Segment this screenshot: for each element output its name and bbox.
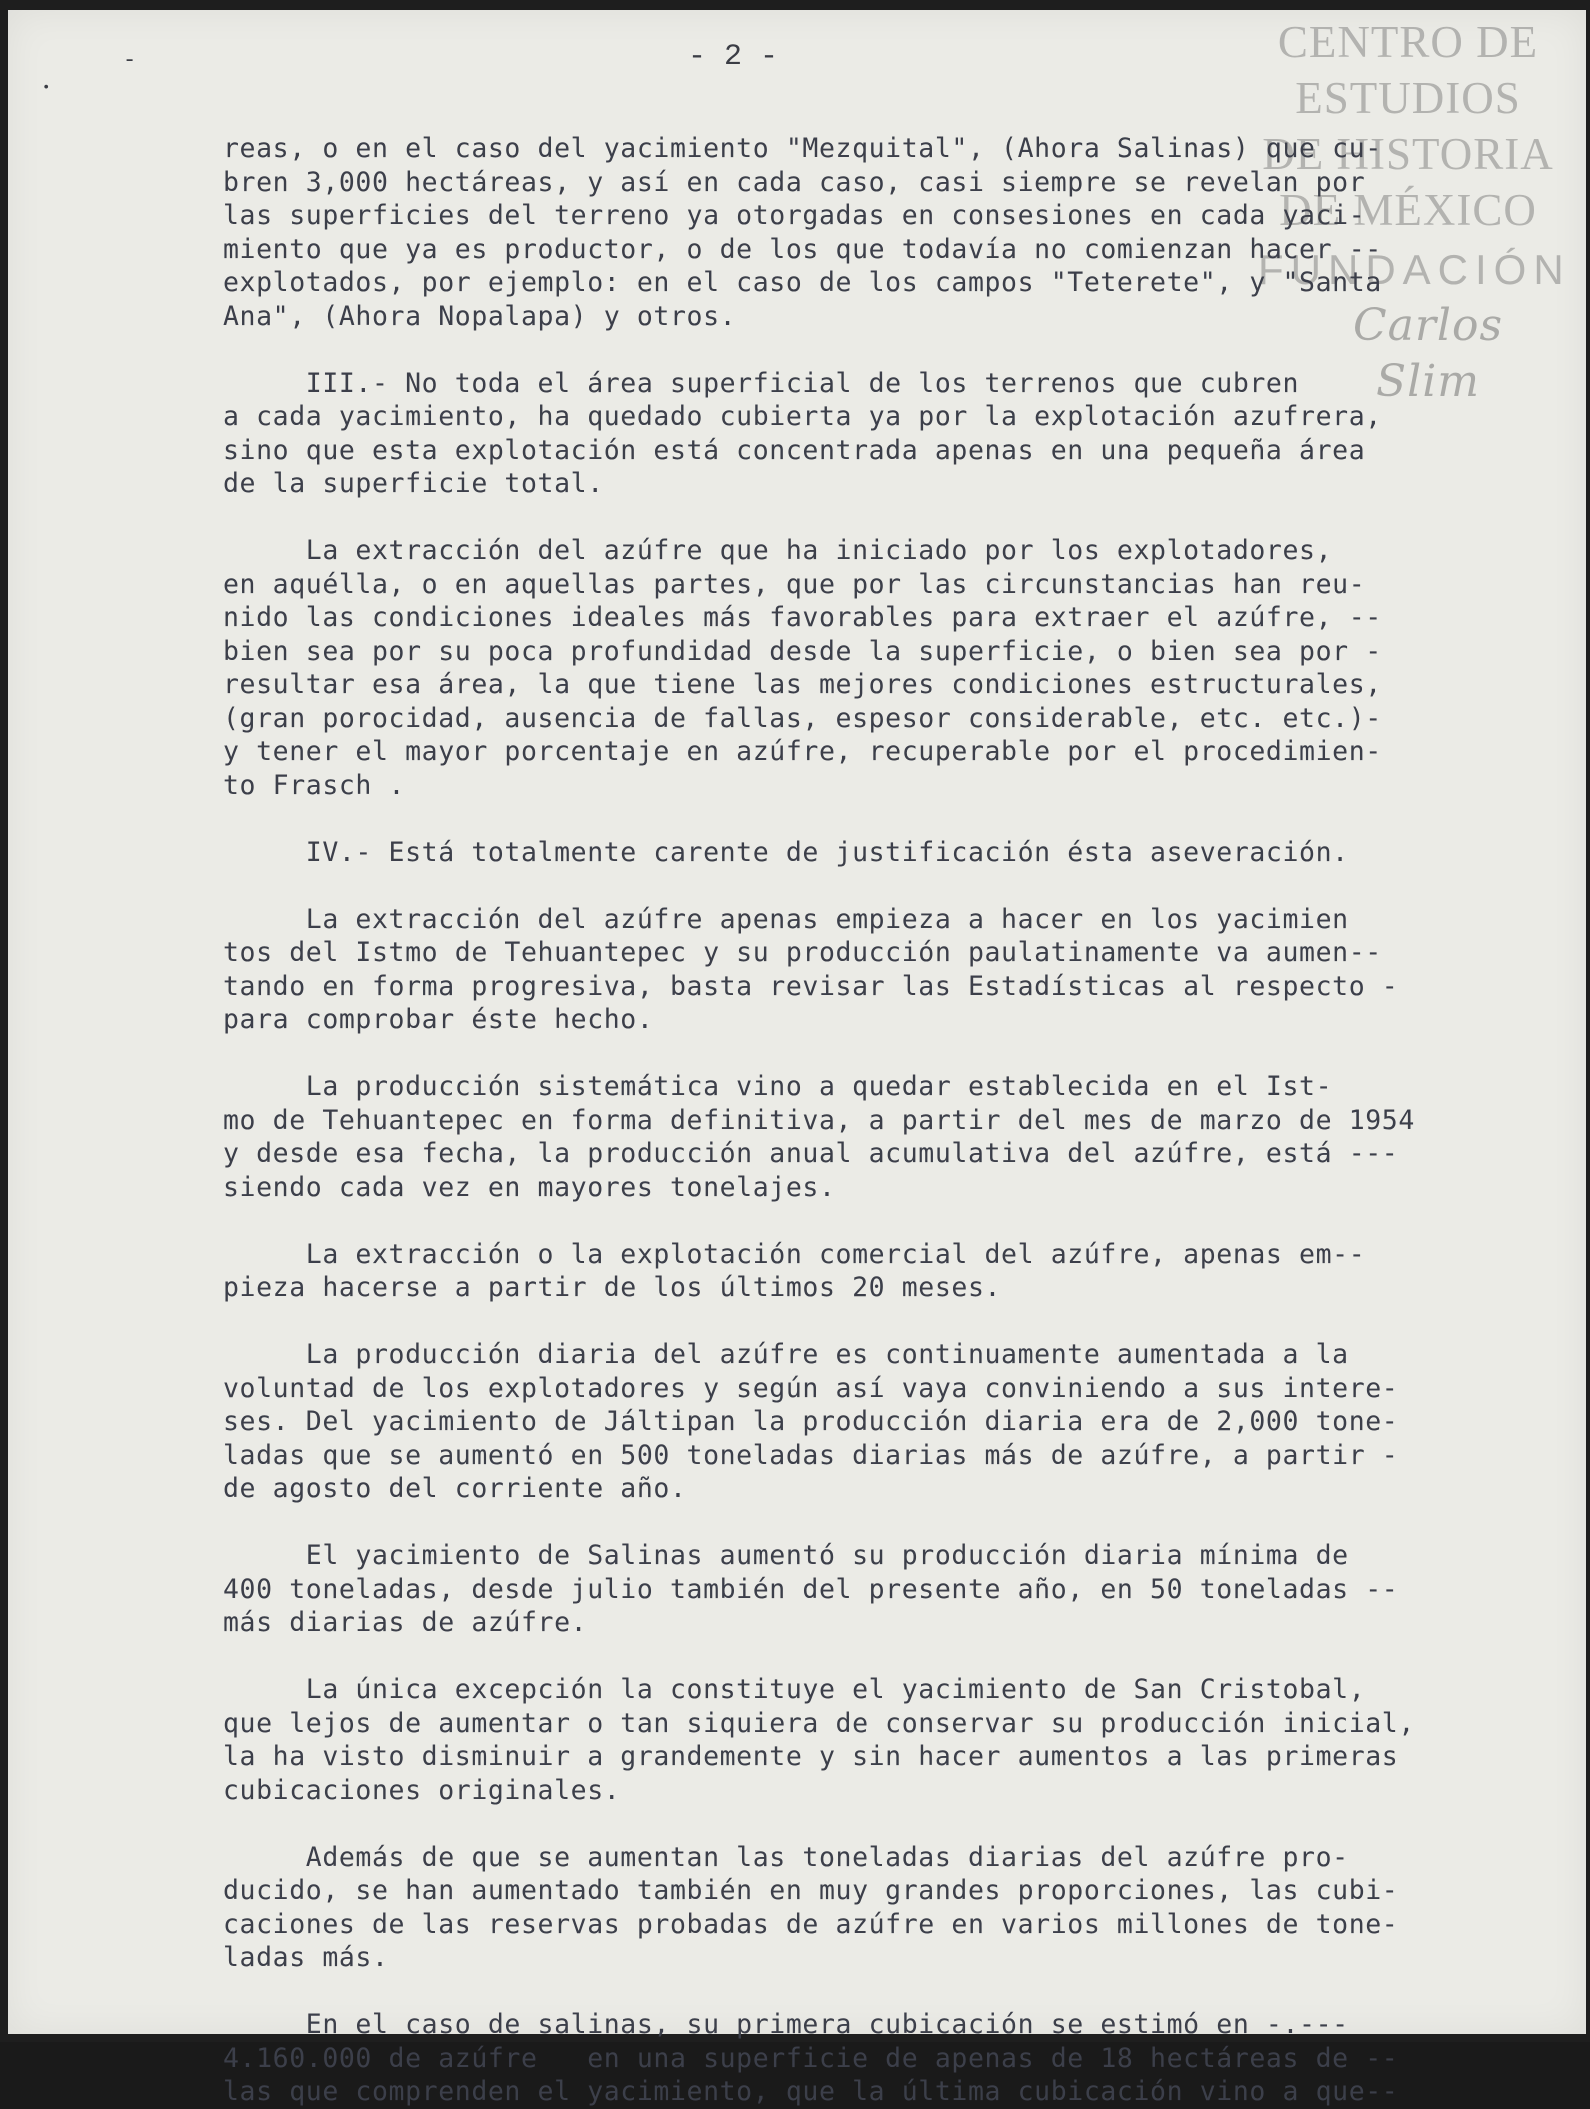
text-line: ladas más.	[223, 1942, 389, 1973]
paragraph	[223, 1539, 1563, 1640]
text-line: sino que esta explotación está concentrada apenas en una pequeña área	[223, 434, 1366, 466]
text-line: mo de Tehuantepec en forma definitiva, a partir del mes de marzo de 1954	[223, 1104, 1415, 1136]
text-line: nido las condiciones ideales más favorables para extraer el azúfre, --	[223, 602, 1382, 633]
watermark-foundation: FUNDACIÓN	[1258, 246, 1571, 293]
text-line: a cada yacimiento, ha quedado cubierta ya por la explotación azufrera,	[223, 401, 1382, 432]
paragraph	[223, 1238, 1563, 1305]
paragraph	[223, 836, 1563, 870]
text-line: III.- No toda el área superficial de los terrenos que cubren	[223, 367, 1300, 399]
text-line: de agosto del corriente año.	[223, 1473, 687, 1504]
text-line: ladas que se aumentó en 500 toneladas diarias más de azúfre, a partir -	[223, 1439, 1399, 1471]
text-line: miento que ya es productor, o de los que todavía no comienzan hacer --	[223, 233, 1382, 265]
top-left-mark: -	[123, 48, 137, 73]
text-line: en aquélla, o en aquellas partes, que por las circunstancias han reu-	[223, 568, 1366, 600]
watermark-line: DE HISTORIA	[1262, 129, 1554, 179]
page-number: - 2 -	[688, 40, 779, 74]
document-body	[223, 132, 1571, 2109]
margin-dot: •	[42, 80, 51, 96]
text-line: La extracción o la explotación comercial del azúfre, apenas em--	[223, 1238, 1366, 1270]
text-line: to Frasch .	[223, 769, 406, 801]
paragraph	[223, 903, 1563, 1037]
text-line: bren 3,000 hectáreas, y así en cada caso, casi siempre se revelan por	[223, 166, 1366, 198]
text-line: La producción diaria del azúfre es continuamente aumentada a la	[223, 1339, 1349, 1370]
text-line: La extracción del azúfre que ha iniciado por los explotadores,	[223, 535, 1333, 566]
text-line: reas, o en el caso del yacimiento "Mezquital", (Ahora Salinas) que cu-	[223, 133, 1382, 164]
document-paper	[8, 10, 1586, 2107]
text-line: IV.- Está totalmente carente de justificación ésta aseveración.	[223, 836, 1349, 868]
text-line: La producción sistemática vino a quedar establecida en el Ist-	[223, 1071, 1333, 1102]
paragraph	[223, 2008, 1563, 2109]
text-line: explotados, por ejemplo: en el caso de los campos "Teterete", y "Santa	[223, 267, 1382, 298]
paragraph	[223, 367, 1563, 501]
text-line: más diarias de azúfre.	[223, 1607, 588, 1638]
paragraph	[223, 1338, 1563, 1506]
text-line: La extracción del azúfre apenas empieza a hacer en los yacimien	[223, 903, 1349, 935]
watermark-signature: Carlos Slim	[1352, 300, 1504, 407]
text-line: las superficies del terreno ya otorgadas en consesiones en cada yaci-	[223, 200, 1366, 231]
text-line: y desde esa fecha, la producción anual acumulativa del azúfre, está ---	[223, 1138, 1399, 1169]
watermark-line: CENTRO DE	[1277, 17, 1539, 67]
text-line: En el caso de salinas, su primera cubicación se estimó en -.---	[223, 2009, 1349, 2040]
text-line: voluntad de los explotadores y según así vaya conviniendo a sus intere-	[223, 1372, 1399, 1404]
text-line: cubicaciones originales.	[223, 1774, 621, 1806]
text-line: y tener el mayor porcentaje en azúfre, recuperable por el procedimien-	[223, 736, 1382, 767]
watermark-line: ESTUDIOS	[1295, 73, 1521, 123]
text-line: bien sea por su poca profundidad desde la superficie, o bien sea por -	[223, 635, 1382, 667]
text-line: tando en forma progresiva, basta revisar las Estadísticas al respecto -	[223, 970, 1399, 1002]
text-line: pieza hacerse a partir de los últimos 20 meses.	[223, 1272, 1002, 1303]
text-line: siendo cada vez en mayores tonelajes.	[223, 1171, 836, 1203]
paragraph	[223, 1070, 1563, 1204]
paragraph	[223, 132, 1571, 333]
text-line: Ana", (Ahora Nopalapa) y otros.	[223, 300, 737, 332]
text-line: 400 toneladas, desde julio también del presente año, en 50 toneladas --	[223, 1573, 1399, 1605]
text-line: caciones de las reservas probadas de azúfre en varios millones de tone-	[223, 1908, 1399, 1940]
text-line: la ha visto disminuir a grandemente y sin hacer aumentos a las primeras	[223, 1741, 1399, 1772]
text-line: El yacimiento de Salinas aumentó su producción diaria mínima de	[223, 1540, 1349, 1571]
text-line: para comprobar éste hecho.	[223, 1004, 654, 1035]
paragraph	[223, 534, 1563, 802]
text-line: ducido, se han aumentado también en muy grandes proporciones, las cubi-	[223, 1875, 1399, 1906]
text-line: 4.160.000 de azúfre en una superficie de apenas de 18 hectáreas de --	[223, 2042, 1399, 2074]
paragraph	[223, 1673, 1563, 1807]
text-line: Además de que se aumentan las toneladas diarias del azúfre pro-	[223, 1841, 1349, 1873]
text-line: (gran porocidad, ausencia de fallas, espesor considerable, etc. etc.)-	[223, 702, 1382, 734]
text-line: las que comprenden el yacimiento, que la última cubicación vino a que--	[223, 2076, 1399, 2107]
paragraph	[223, 1841, 1563, 1975]
text-line: que lejos de aumentar o tan siquiera de conservar su producción inicial,	[223, 1707, 1415, 1739]
text-line: ses. Del yacimiento de Jáltipan la producción diaria era de 2,000 tone-	[223, 1406, 1399, 1437]
watermark-line: DE MÉXICO	[1279, 185, 1537, 235]
text-line: de la superficie total.	[223, 468, 604, 499]
text-line: La única excepción la constituye el yacimiento de San Cristobal,	[223, 1674, 1366, 1705]
text-line: tos del Istmo de Tehuantepec y su producción paulatinamente va aumen--	[223, 937, 1382, 968]
text-line: resultar esa área, la que tiene las mejores condiciones estructurales,	[223, 669, 1382, 700]
